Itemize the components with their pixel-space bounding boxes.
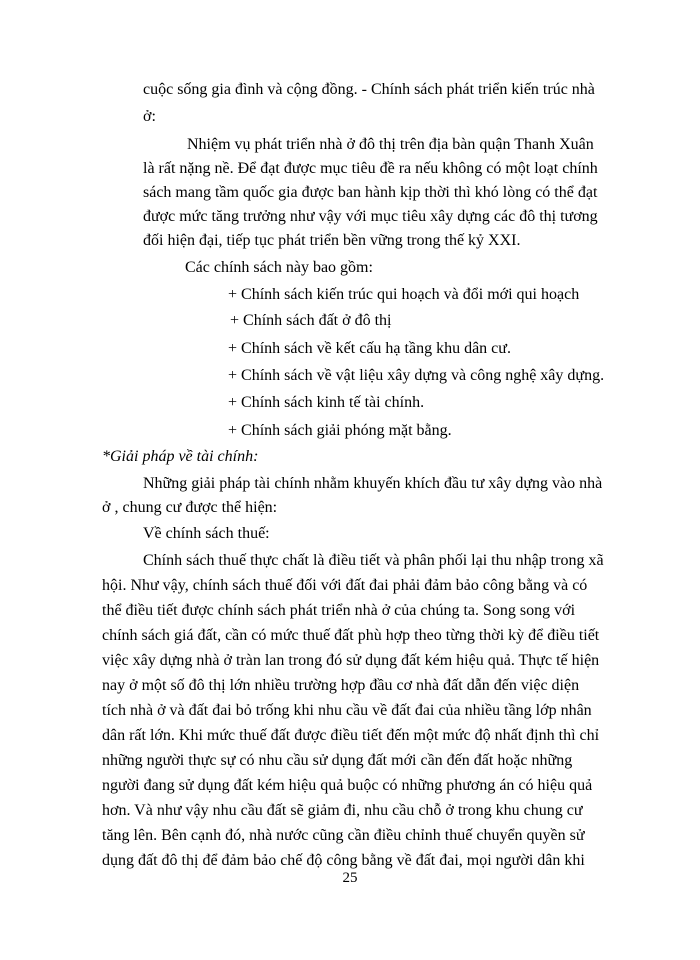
section-heading: *Giải pháp về tài chính:	[102, 448, 259, 465]
text-line: người đang sử dụng đất kém hiệu quả buộc có những phương án có hiệu quả	[102, 777, 593, 794]
list-item: + Chính sách kinh tế tài chính.	[228, 394, 425, 411]
text-line: việc xây dựng nhà ở tràn lan trong đó sử dụng đất kém hiệu quả. Thực tế hiện	[102, 652, 600, 669]
text-line: chính sách giá đất, cần có mức thuế đất phù hợp theo từng thời kỳ để điều tiết	[102, 627, 600, 644]
text-line: thể điều tiết được chính sách phát triển nhà ở của chúng ta. Song song với	[102, 602, 576, 619]
list-item: + Chính sách kiến trúc qui hoạch và đổi mới qui hoạch	[228, 286, 580, 303]
text-line: những người thực sự có nhu cầu sử dụng đất mới cần đến đất hoặc những	[102, 752, 573, 769]
text-line: dụng đất đô thị để đảm bảo chế độ công bằng về đất đai, mọi người dân khi	[102, 852, 585, 869]
text-line: hội. Như vậy, chính sách thuế đối với đất đai phải đảm bảo công bằng và có	[102, 577, 588, 594]
text-line: ở , chung cư được thể hiện:	[102, 499, 278, 516]
text-line: là rất nặng nề. Để đạt được mục tiêu đề ra nếu không có một loạt chính	[143, 160, 598, 177]
text-line: Chính sách thuế thực chất là điều tiết và phân phối lại thu nhập trong xã	[143, 552, 604, 569]
list-item: + Chính sách đất ở đô thị	[230, 312, 392, 329]
text-line: sách mang tầm quốc gia được ban hành kịp thời thì khó lòng có thể đạt	[143, 184, 598, 201]
text-line: cuộc sống gia đình và cộng đồng. - Chính sách phát triển kiến trúc nhà	[143, 81, 595, 98]
list-item: + Chính sách về vật liệu xây dựng và công nghệ xây dựng.	[228, 367, 605, 384]
text-line: được mức tăng trưởng như vậy với mục tiêu xây dựng các đô thị tương	[143, 208, 598, 225]
text-line: Những giải pháp tài chính nhằm khuyến khích đầu tư xây dựng vào nhà	[143, 475, 603, 492]
text-line: Nhiệm vụ phát triển nhà ở đô thị trên địa bàn quận Thanh Xuân	[187, 136, 594, 153]
text-line: tích nhà ở và đất đai bỏ trống khi nhu cầu về đất đai của nhiều tầng lớp nhân	[102, 702, 592, 719]
text-line: tăng lên. Bên cạnh đó, nhà nước cũng cần điều chỉnh thuế chuyển quyền sử	[102, 827, 585, 844]
text-line: nay ở một số đô thị lớn nhiều trường hợp đầu cơ nhà đất dẫn đến việc diện	[102, 677, 580, 694]
list-item: + Chính sách giải phóng mặt bằng.	[228, 422, 452, 439]
list-item: + Chính sách về kết cấu hạ tầng khu dân cư.	[228, 340, 511, 357]
page-number: 25	[342, 870, 358, 886]
text-line: dân rất lớn. Khi mức thuế đất được điều tiết đến một mức độ nhất định thì chỉ	[102, 727, 600, 744]
text-line: ở:	[143, 108, 156, 125]
text-line: đối hiện đại, tiếp tục phát triển bền vững trong thế kỷ XXI.	[143, 232, 521, 249]
text-line: Các chính sách này bao gồm:	[185, 259, 373, 276]
subheading: Về chính sách thuế:	[143, 525, 270, 542]
text-line: hơn. Và như vậy nhu cầu đất sẽ giảm đi, nhu cầu chỗ ở trong khu chung cư	[102, 802, 583, 819]
